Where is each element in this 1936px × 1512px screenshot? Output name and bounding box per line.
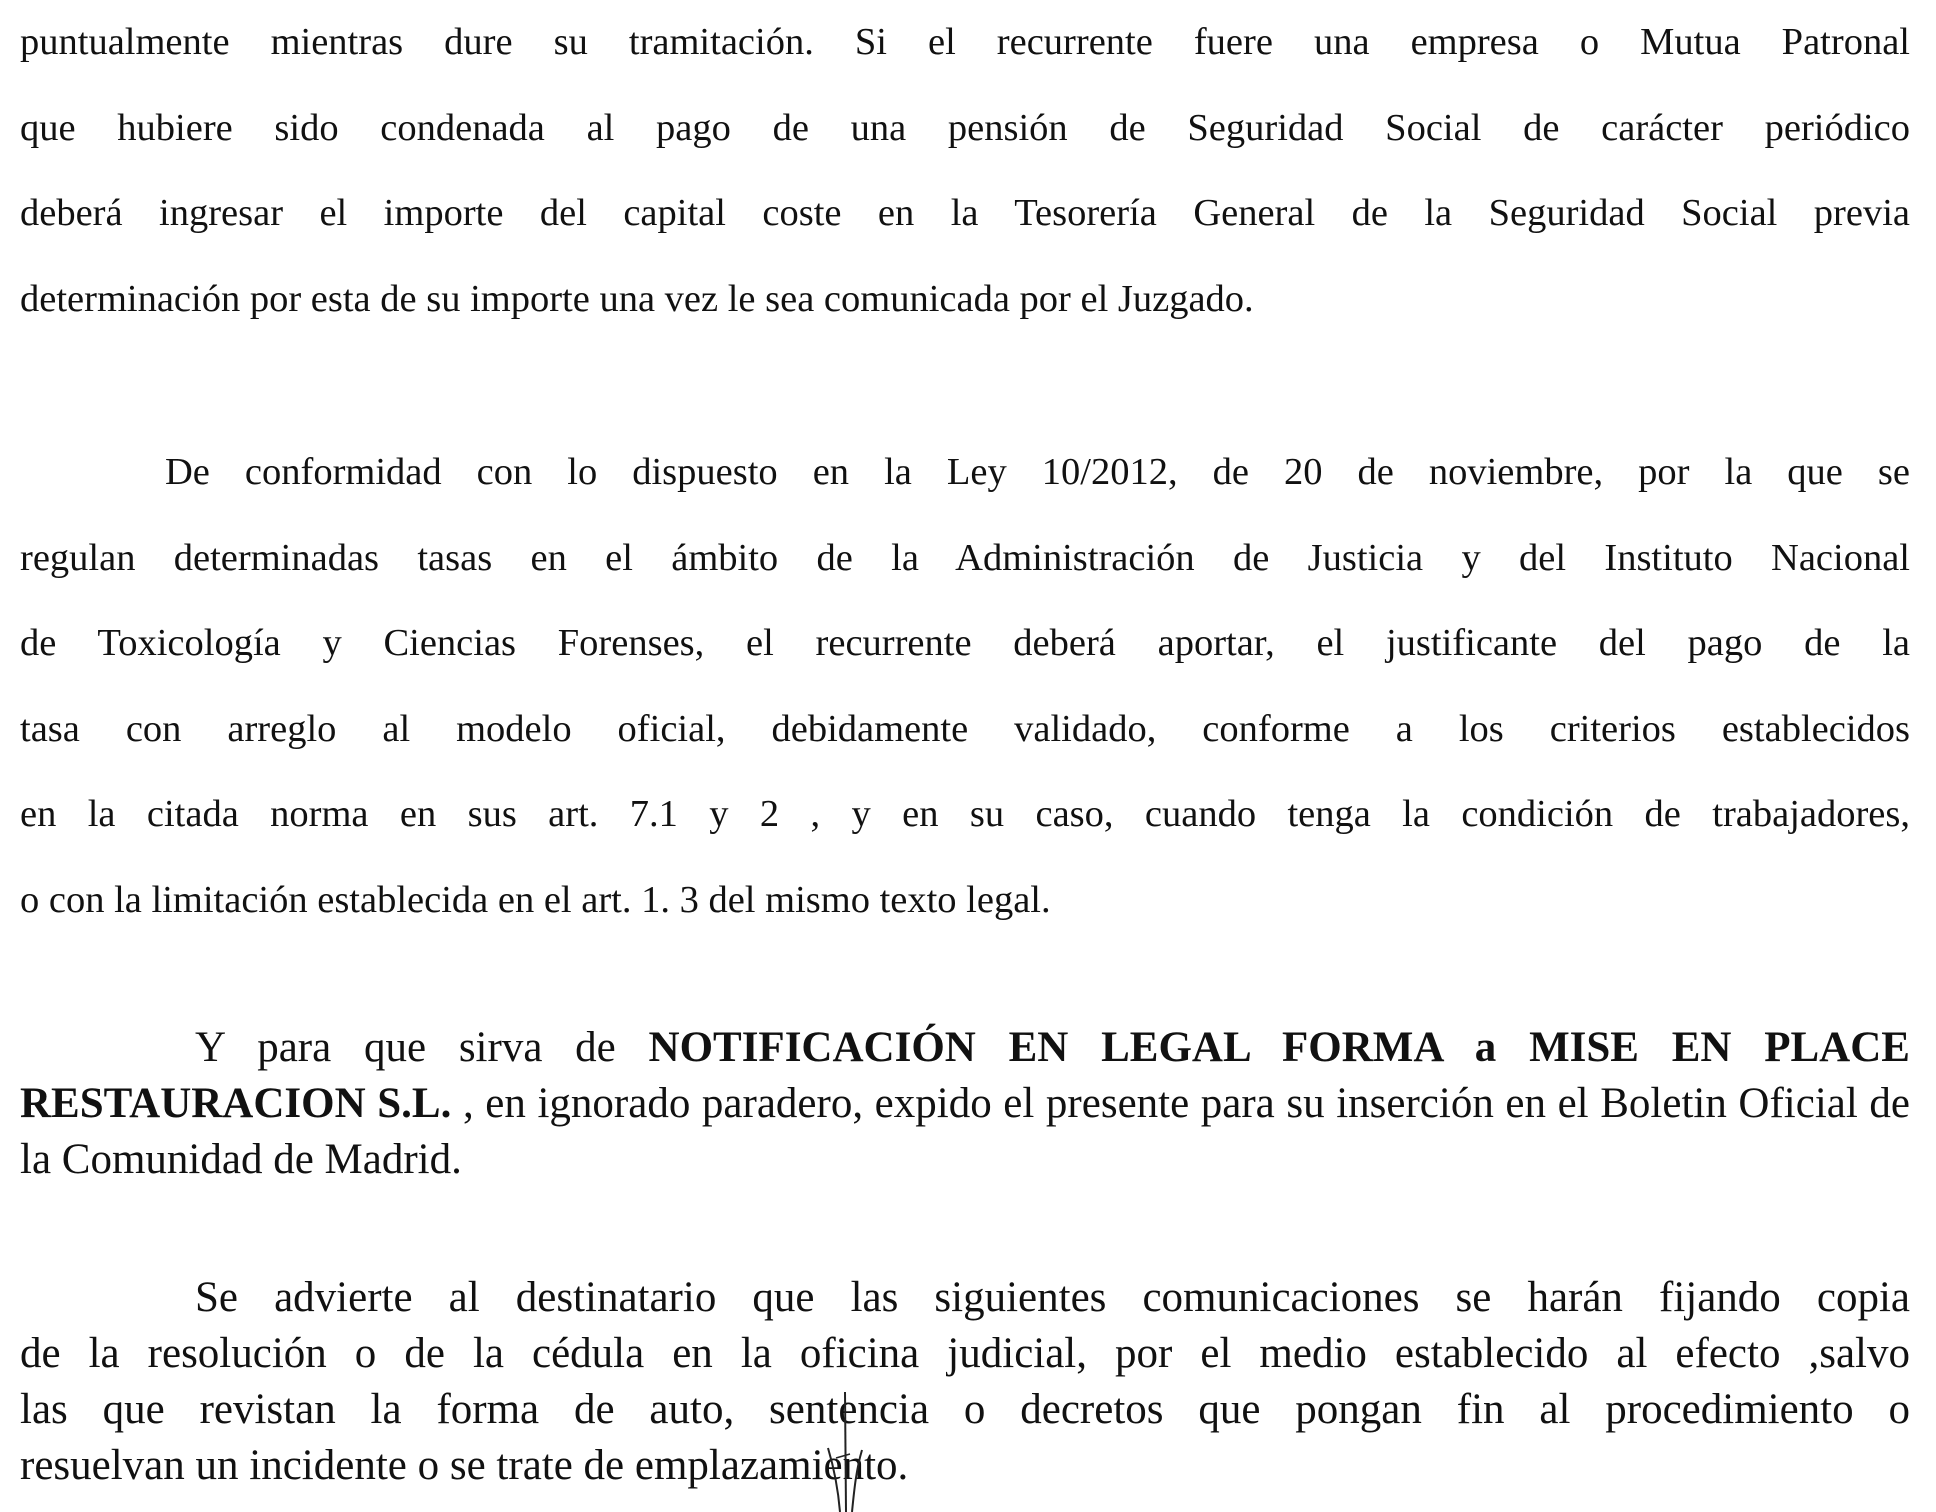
paragraph-appeal-payment [20, 0, 1910, 342]
signature-mark [810, 1388, 880, 1512]
notification-intro: Y para que sirva de [195, 1024, 649, 1071]
paragraph-line: deberá ingresar el importe del capital coste en la Tesorería General de la Seguridad Social previa [20, 192, 1910, 234]
notification-rest: , en ignorado paradero, expido el presente para su inserción en el Boletin Oficial de la Comunidad de Madrid. [20, 1080, 1910, 1183]
paragraph-line: en la citada norma en sus art. 7.1 y 2 , y en su caso, cuando tenga la condición de trabajadores, [20, 793, 1910, 835]
paragraph-advisory [20, 1270, 1910, 1494]
paragraph-line: Se advierte al destinatario que las siguientes comunicaciones se harán fijando copia [195, 1274, 1910, 1321]
paragraph-line: de Toxicología y Ciencias Forenses, el recurrente deberá aportar, el justificante del pago de la [20, 622, 1910, 664]
paragraph-line: regulan determinadas tasas en el ámbito de la Administración de Justicia y del Instituto Nacional [20, 536, 1910, 579]
paragraph-line: puntualmente mientras dure su tramitación. Si el recurrente fuere una empresa o Mutua Patronal [20, 21, 1910, 63]
paragraph-line: las que revistan la forma de auto, sentencia o decretos que pongan fin al procedimiento o [20, 1386, 1910, 1433]
paragraph-line: determinación por esta de su importe una vez le sea comunicada por el Juzgado. [20, 277, 1254, 320]
paragraph-line: que hubiere sido condenada al pago de una pensión de Seguridad Social de carácter periódico [20, 106, 1910, 149]
paragraph-court-fees [20, 430, 1910, 943]
document-page [20, 0, 1910, 1512]
paragraph-line: tasa con arreglo al modelo oficial, debidamente validado, conforme a los criterios establecidos [20, 707, 1910, 750]
paragraph-line: de la resolución o de la cédula en la oficina judicial, por el medio establecido al efecto ,salvo [20, 1330, 1910, 1377]
paragraph-line: resuelvan un incidente o se trate de emplazamiento. [20, 1442, 909, 1489]
notification-recipient: NOTIFICACIÓN EN LEGAL FORMA a MISE EN PLACE RESTAURACION S.L. [20, 1024, 1910, 1127]
paragraph-line: o con la limitación establecida en el art. 1. 3 del mismo texto legal. [20, 878, 1051, 921]
paragraph-line: De conformidad con lo dispuesto en la Ley 10/2012, de 20 de noviembre, por la que se [165, 451, 1910, 493]
paragraph-notification [20, 1020, 1910, 1188]
